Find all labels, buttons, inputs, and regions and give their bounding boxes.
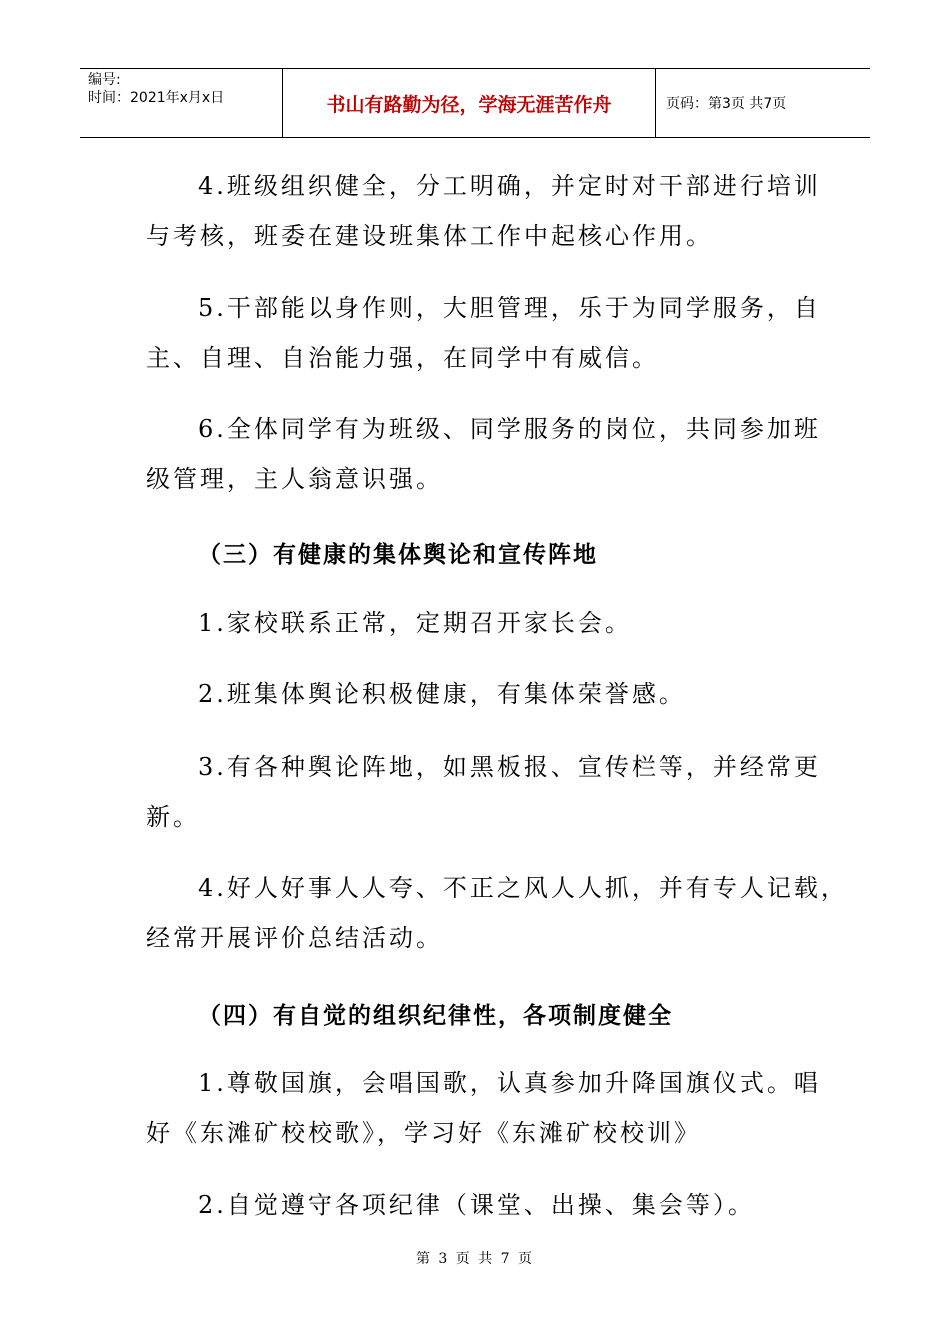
document-number-label: 编号:: [88, 72, 121, 88]
section-3-item-4-line-2: 经常开展评价总结活动。: [146, 924, 443, 952]
section-3-item-4-line-1: 4.好人好事人人夸、不正之风人人抓，并有专人记载，: [198, 874, 848, 902]
paragraph-5-line-2: 主、自理、自治能力强，在同学中有威信。: [146, 344, 659, 372]
document-time-label: 时间：2021年x月x日: [88, 90, 225, 106]
section-4-item-2: 2.自觉遵守各项纪律（课堂、出操、集会等）。: [198, 1191, 755, 1219]
section-3-item-1: 1.家校联系正常，定期召开家长会。: [198, 609, 632, 637]
section-3-item-3-line-1: 3.有各种舆论阵地，如黑板报、宣传栏等，并经常更: [198, 753, 821, 781]
paragraph-4-line-2: 与考核，班委在建设班集体工作中起核心作用。: [146, 222, 713, 250]
header-motto: 书山有路勤为径，学海无涯苦作舟: [283, 69, 656, 137]
paragraph-4-line-1: 4.班级组织健全，分工明确，并定时对干部进行培训: [198, 172, 821, 200]
section-4-item-1-line-2: 好《东滩矿校校歌》，学习好《东滩矿校校训》: [146, 1119, 701, 1147]
paragraph-6-line-1: 6.全体同学有为班级、同学服务的岗位，共同参加班: [198, 415, 821, 443]
header-page-info: 页码：第3页 共7页: [666, 96, 787, 112]
section-heading-4: （四）有自觉的组织纪律性，各项制度健全: [198, 1003, 673, 1029]
header-meta: [80, 69, 283, 137]
section-heading-3: （三）有健康的集体舆论和宣传阵地: [198, 542, 598, 568]
paragraph-6-line-2: 级管理，主人翁意识强。: [146, 465, 443, 493]
section-4-item-1-line-1: 1.尊敬国旗，会唱国歌，认真参加升降国旗仪式。唱: [198, 1069, 821, 1097]
paragraph-5-line-1: 5.干部能以身作则，大胆管理，乐于为同学服务，自: [198, 294, 821, 322]
section-3-item-2: 2.班集体舆论积极健康，有集体荣誉感。: [198, 680, 686, 708]
page-footer: 第 3 页 共 7 页: [415, 1251, 535, 1267]
section-3-item-3-line-2: 新。: [146, 803, 200, 831]
page-header: [80, 68, 870, 138]
